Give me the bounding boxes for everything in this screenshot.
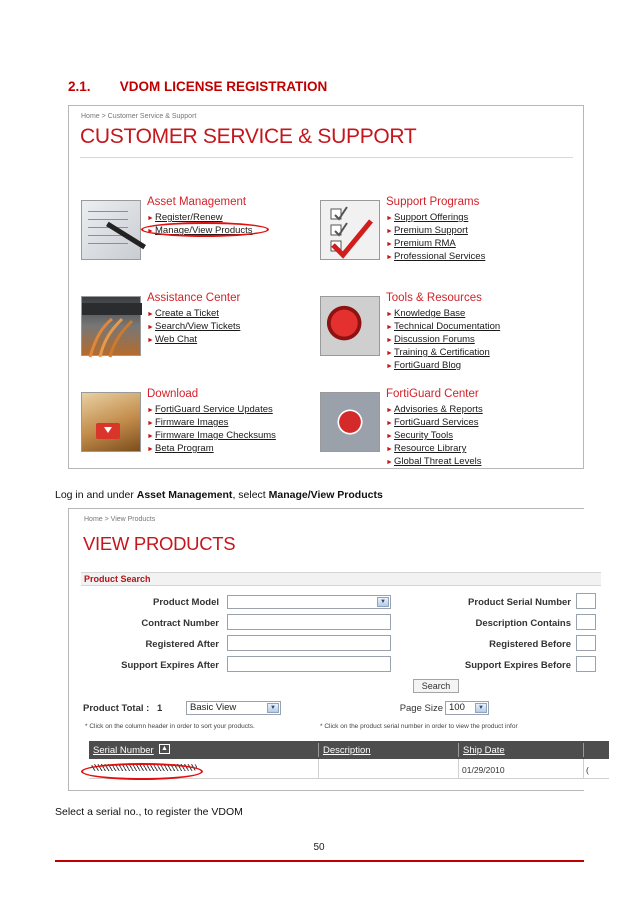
contract-number-field[interactable] <box>227 614 391 630</box>
section-number: 2.1. <box>68 79 91 94</box>
assistance-center-section <box>81 292 311 372</box>
link-resource-library[interactable]: ►Resource Library <box>386 443 467 454</box>
page-title: VIEW PRODUCTS <box>83 533 236 554</box>
support-programs-section <box>320 196 550 276</box>
view-select[interactable]: Basic View ▼ <box>186 701 281 715</box>
network-cables-icon <box>81 296 141 356</box>
download-section <box>81 388 311 468</box>
column-ship-date[interactable]: Ship Date <box>463 745 505 756</box>
link-beta-program[interactable]: ►Beta Program <box>147 443 214 454</box>
link-professional-services[interactable]: ►Professional Services <box>386 251 486 262</box>
page-title: CUSTOMER SERVICE & SUPPORT <box>80 125 417 148</box>
customer-service-screenshot <box>68 105 584 469</box>
page-size-select[interactable]: 100 ▼ <box>445 701 489 715</box>
label-support-expires-after: Support Expires After <box>121 660 219 671</box>
link-discussion-forums[interactable]: ►Discussion Forums <box>386 334 475 345</box>
sort-icon[interactable]: ▲ <box>161 745 168 752</box>
product-serial-number-field[interactable] <box>576 593 596 609</box>
truncated-cell: ( <box>586 765 589 775</box>
link-firmware-image-checksums[interactable]: ►Firmware Image Checksums <box>147 430 276 441</box>
link-create-ticket[interactable]: ►Create a Ticket <box>147 308 219 319</box>
link-premium-support[interactable]: ►Premium Support <box>386 225 468 236</box>
label-description-contains: Description Contains <box>475 618 571 629</box>
link-premium-rma[interactable]: ►Premium RMA <box>386 238 456 249</box>
sort-note: * Click on the column header in order to sort your products. <box>85 723 255 730</box>
label-support-expires-before: Support Expires Before <box>464 660 571 671</box>
chevron-down-icon[interactable]: ▼ <box>377 597 389 607</box>
breadcrumb: Home > View Products <box>84 516 156 523</box>
section-title: Tools & Resources <box>386 292 482 304</box>
checklist-icon <box>320 200 380 260</box>
breadcrumb: Home > Customer Service & Support <box>81 113 197 120</box>
link-register-renew[interactable]: ►Register/Renew <box>147 212 223 223</box>
section-title: FortiGuard Center <box>386 388 479 400</box>
search-button[interactable]: Search <box>413 679 459 693</box>
download-icon <box>81 392 141 452</box>
link-global-threat-levels[interactable]: ►Global Threat Levels <box>386 456 482 467</box>
link-knowledge-base[interactable]: ►Knowledge Base <box>386 308 466 319</box>
view-products-screenshot <box>68 508 589 791</box>
column-description[interactable]: Description <box>323 745 371 756</box>
caption-select-serial: Select a serial no., to register the VDOM <box>55 806 243 818</box>
tools-resources-section <box>320 292 550 372</box>
link-training-certification[interactable]: ►Training & Certification <box>386 347 490 358</box>
section-title: Asset Management <box>147 196 247 208</box>
link-fortiguard-services[interactable]: ►FortiGuard Services <box>386 417 479 428</box>
registered-after-field[interactable] <box>227 635 391 651</box>
link-advisories-reports[interactable]: ►Advisories & Reports <box>386 404 483 415</box>
fortiguard-shield-icon <box>320 392 380 452</box>
section-title: Download <box>147 388 199 400</box>
description-contains-field[interactable] <box>576 614 596 630</box>
label-registered-before: Registered Before <box>489 639 571 650</box>
asset-management-section <box>81 196 311 276</box>
section-title: VDOM LICENSE REGISTRATION <box>119 79 328 94</box>
link-search-view-tickets[interactable]: ►Search/View Tickets <box>147 321 241 332</box>
page-number: 50 <box>313 842 325 853</box>
link-fortiguard-blog[interactable]: ►FortiGuard Blog <box>386 360 462 371</box>
link-security-tools[interactable]: ►Security Tools <box>386 430 453 441</box>
chevron-down-icon[interactable]: ▼ <box>475 703 487 713</box>
form-pen-icon <box>81 200 141 260</box>
table-row <box>89 759 609 779</box>
label-registered-after: Registered After <box>145 639 219 650</box>
support-expires-after-field[interactable] <box>227 656 391 672</box>
link-firmware-images[interactable]: ►Firmware Images <box>147 417 229 428</box>
caption-login: Log in and under Asset Management, select Manage/View Products <box>55 489 383 501</box>
page-size-label: Page Size <box>399 703 443 714</box>
section-heading <box>68 79 327 94</box>
product-search-bar: Product Search <box>81 572 601 586</box>
divider <box>80 157 573 158</box>
link-technical-documentation[interactable]: ►Technical Documentation <box>386 321 501 332</box>
registered-before-field[interactable] <box>576 635 596 651</box>
label-product-serial-number: Product Serial Number <box>468 597 571 608</box>
products-table-header <box>89 741 609 759</box>
footer-rule <box>55 860 584 862</box>
column-serial-number[interactable]: Serial Number <box>93 745 154 756</box>
link-support-offerings[interactable]: ►Support Offerings <box>386 212 469 223</box>
link-web-chat[interactable]: ►Web Chat <box>147 334 198 345</box>
gears-icon <box>320 296 380 356</box>
support-expires-before-field[interactable] <box>576 656 596 672</box>
fortiguard-center-section <box>320 388 550 468</box>
section-title: Assistance Center <box>147 292 241 304</box>
label-product-model: Product Model <box>153 597 219 608</box>
link-fortiguard-service-updates[interactable]: ►FortiGuard Service Updates <box>147 404 273 415</box>
label-contract-number: Contract Number <box>141 618 219 629</box>
product-model-select[interactable] <box>227 595 391 609</box>
redacted-serial-number[interactable] <box>91 764 197 771</box>
serial-note: * Click on the product serial number in order to view the product infor <box>320 723 518 730</box>
link-manage-view-products[interactable]: ►Manage/View Products <box>147 225 253 236</box>
chevron-down-icon[interactable]: ▼ <box>267 703 279 713</box>
ship-date-cell: 01/29/2010 <box>462 765 505 775</box>
product-total-label: Product Total : <box>83 703 150 714</box>
product-total-value: 1 <box>157 703 163 714</box>
section-title: Support Programs <box>386 196 480 208</box>
